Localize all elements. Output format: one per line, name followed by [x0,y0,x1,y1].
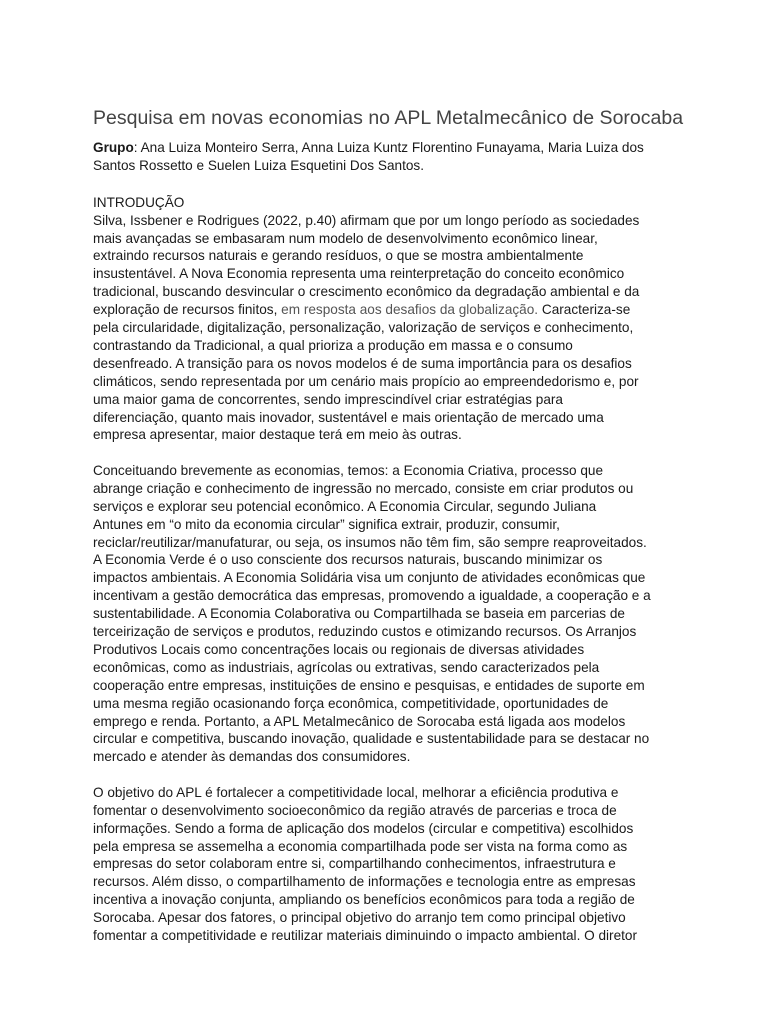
paragraph-3: O objetivo do APL é fortalecer a competitividade local, melhorar a eficiência produtiva e fomentar o desenvolvimento socioeconômico da região através de parcerias e troca de informações. Sendo a forma de aplicação dos modelos (circular e competitiva) escolhidos pela empresa se assemelha a economia compartilhada pode ser vista na forma como as empresas do setor colaboram entre si, compartilhando conhecimentos, infraestrutura e recursos. Além disso, o compartilhamento de informações e tecnologia entre as empresas incentiva a inovação conjunta, ampliando os benefícios econômicos para toda a região de Sorocaba. Apesar dos fatores, o principal objetivo do arranjo tem como principal objetivo fomentar a competitividade e reutilizar materiais diminuindo o impacto ambiental. O diretor [93,784,638,944]
document-page [93,106,683,945]
authors-line [93,139,683,176]
group-label: Grupo [93,140,134,155]
paragraph-1-text-a: Silva, Issbener e Rodrigues (2022, p.40) afirmam que por um longo período as sociedades mais avançadas se embasaram num modelo de desenvolvimento econômico linear, extraindo recursos naturais e gerando resíduos, o que se mostra ambientalmente insustentável. A Nova Economia representa uma reinterpretação do conceito econômico tradicional, buscando desvincular o crescimento econômico da degradação ambiental e da exploração de recursos finitos, [93,212,640,318]
paragraph-1 [93,212,683,445]
group-members: : Ana Luiza Monteiro Serra, Anna Luiza Kuntz Florentino Funayama, Maria Luiza dos Santos Rossetto e Suelen Luiza Esquetini Dos Santos. [93,140,644,174]
document-title: Pesquisa em novas economias no APL Metalmecânico de Sorocaba [93,107,684,129]
paragraph-1-text-b: Caracteriza-se pela circularidade, digitalização, personalização, valorização de serviços e conhecimento, contrastando da Tradicional, a qual prioriza a produção em massa e o consumo desenfreado. A transição para os novos modelos é de suma importância para os desafios climáticos, sendo representada por um cenário mais propício ao empreendedorismo e, por uma maior gama de concorrentes, sendo imprescindível criar estratégias para diferenciação, quanto mais inovador, sustentável e mais orientação de mercado uma empresa apresentar, maior destaque terá em meio às outras. [93,302,639,443]
paragraph-2: Conceituando brevemente as economias, temos: a Economia Criativa, processo que abrange criação e conhecimento de ingressão no mercado, consiste em criar produtos ou serviços e explorar seu potencial econômico. A Economia Circular, segundo Juliana Antunes em “o mito da economia circular” significa extrair, produzir, consumir, reciclar/reutilizar/manufaturar, ou seja, os insumos não têm fim, são sempre reaproveitados. A Economia Verde é o uso consciente dos recursos naturais, buscando minimizar os impactos ambientais. A Economia Solidária visa um conjunto de atividades econômicas que incentivam a gestão democrática das empresas, promovendo a igualdade, a cooperação e a sustentabilidade. A Economia Colaborativa ou Compartilhada se baseia em parcerias de terceirização de serviços e produtos, reduzindo custos e otimizando recursos. Os Arranjos Produtivos Locais como concentrações locais ou regionais de diversas atividades econômicas, como as industriais, agrícolas ou extrativas, sendo caracterizados pela cooperação entre empresas, instituições de ensino e pesquisas, e entidades de suporte em uma mesma região ocasionando força econômica, competitividade, oportunidades de emprego e renda. Portanto, a APL Metalmecânico de Sorocaba está ligada aos modelos circular e competitiva, buscando inovação, qualidade e sustentabilidade para se destacar no mercado e atender às demandas dos consumidores. [93,462,651,765]
paragraph-1-highlight: em resposta aos desafios da globalização. [281,302,539,318]
section-heading-introducao: INTRODUÇÃO [93,194,185,210]
